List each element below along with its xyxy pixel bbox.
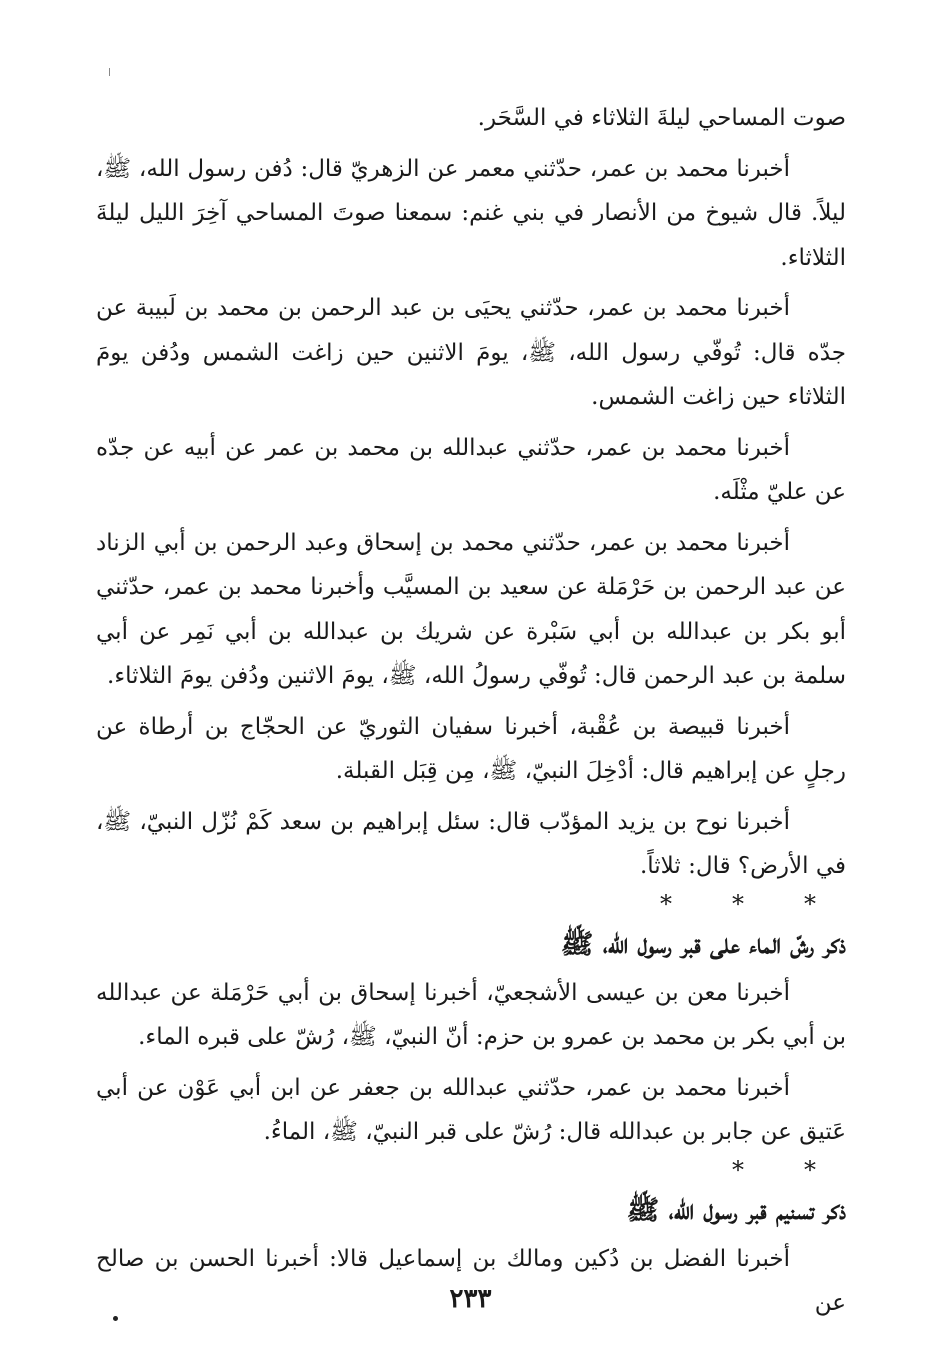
paragraph-7: أخبرنا نوح بن يزيد المؤدّب قال: سئل إبراهيم بن سعد كَمْ نُزّل النبيّ، ﷺ، في الأرض؟ قال: ثلاثاً. <box>96 808 846 879</box>
section-separator-1 <box>96 889 846 919</box>
page-number: ٢٣٣ <box>449 1284 492 1314</box>
paragraph-6: أخبرنا قبيصة بن عُقْبة، أخبرنا سفيان الثوريّ عن الحجّاج بن أرطاة عن رجلٍ عن إبراهيم قال: أدْخِلَ النبيّ، ﷺ، مِن قِبَل القبلة. <box>96 713 846 784</box>
separator-star: * <box>732 889 744 918</box>
paragraph-5: أخبرنا محمد بن عمر، حدّثني محمد بن إسحاق وعبد الرحمن بن أبي الزناد عن عبد الرحمن بن حَرْمَلة عن سعيد بن المسيَّب وأخبرنا محمد بن عمر، حدّثني أبو بكر بن عبدالله بن أبي سَبْرة عن شريك بن عبدالله بن أبي نَمِر عن أبي سلمة بن عبد الرحمن قال: تُوفّي رسولُ الله، ﷺ، يومَ الاثنين ودُفن يومَ الثلاثاء. <box>96 529 846 689</box>
paragraph-3: أخبرنا محمد بن عمر، حدّثني يحيَى بن عبد الرحمن بن محمد بن لَبيبة عن جدّه قال: تُوفّي رسول الله، ﷺ، يومَ الاثنين حين زاغت الشمس ودُفن يومَ الثلاثاء حين زاغت الشمس. <box>96 295 846 410</box>
paragraph-1: صوت المساحي ليلةَ الثلاثاء في السَّحَر. <box>477 105 846 131</box>
margin-mark <box>109 68 110 76</box>
section1-paragraph-1: أخبرنا معن بن عيسى الأشجعيّ، أخبرنا إسحاق بن أبي حَرْمَلة عن عبدالله بن أبي بكر بن محمد بن عمرو بن حزم: أنّ النبيّ، ﷺ، رُشّ على قبره الماء. <box>96 979 846 1050</box>
section1-paragraph-2: أخبرنا محمد بن عمر، حدّثني عبدالله بن جعفر عن ابن أبي عَوْن عن أبي عَتيق عن جابر بن عبدالله قال: رُشّ على قبر النبيّ، ﷺ، الماءُ. <box>96 1074 846 1145</box>
section-heading-1: ذكر رشّ الماء على قبر رسول الله، ﷺ <box>560 928 846 960</box>
separator-star: * <box>804 1155 816 1184</box>
paragraph-2: أخبرنا محمد بن عمر، حدّثني معمر عن الزهريّ قال: دُفن رسول الله، ﷺ، ليلاً. قال شيوخ من الأنصار في بني غنم: سمعنا صوتَ المساحي آخِرَ الليل ليلةَ الثلاثاء. <box>96 155 846 271</box>
main-text <box>96 96 846 1326</box>
margin-dot <box>113 1316 118 1321</box>
separator-star: * <box>732 1155 744 1184</box>
section-heading-2: ذكر تسنيم قبر رسول الله، ﷺ <box>626 1194 846 1226</box>
separator-star: * <box>804 889 816 918</box>
separator-star: * <box>660 889 672 918</box>
section-separator-2 <box>96 1155 846 1185</box>
paragraph-4: أخبرنا محمد بن عمر، حدّثني عبدالله بن محمد بن عمر عن أبيه عن جدّه عن عليّ مثْلَه. <box>96 434 846 505</box>
section2-paragraph-1: أخبرنا الفضل بن دُكين ومالك بن إسماعيل قالا: أخبرنا الحسن بن صالح عن <box>96 1245 846 1316</box>
